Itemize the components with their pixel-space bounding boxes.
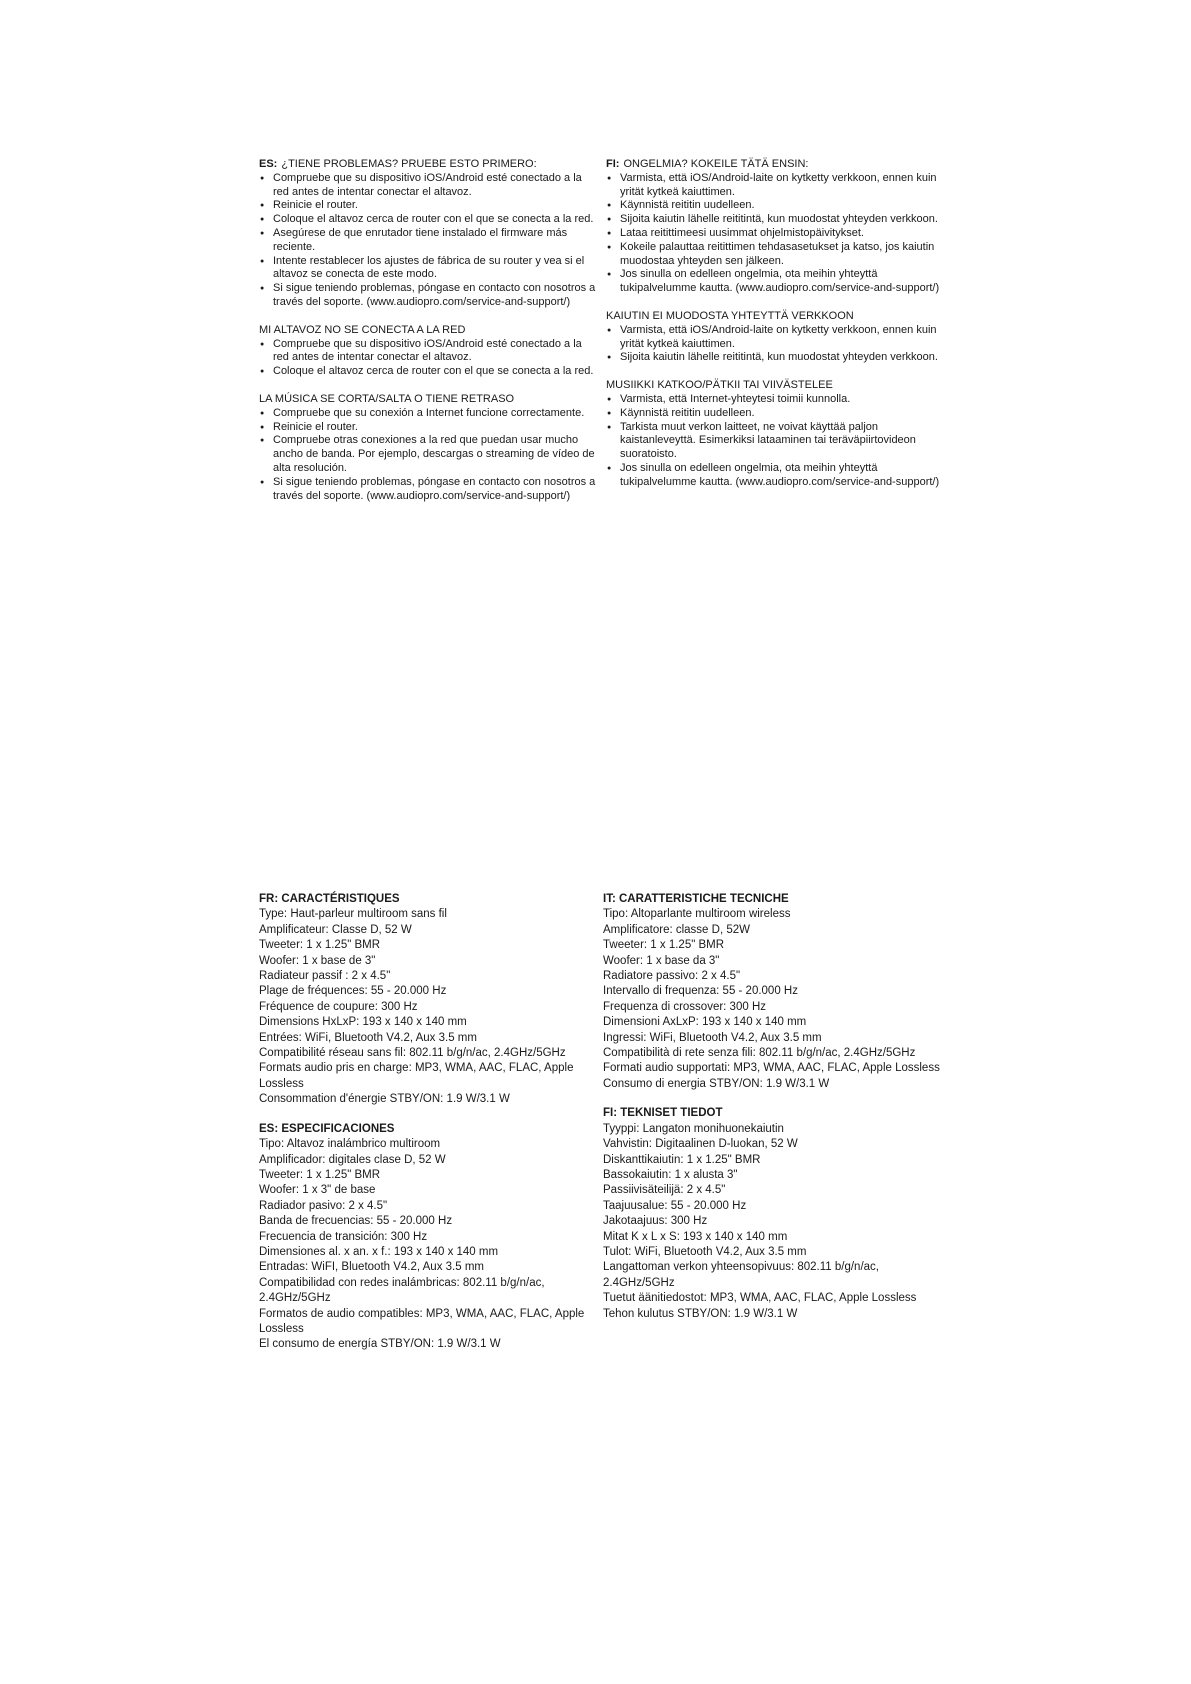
list-item: ● Asegúrese de que enrutador tiene instalado el firmware más reciente.	[259, 227, 599, 255]
spec-line: Passiivisäteilijä: 2 x 4.5"	[603, 1184, 726, 1197]
fi-troubleshooting-heading	[606, 158, 946, 172]
list-item: ● Si sigue teniendo problemas, póngase en contacto con nosotros a través del soporte. (www.audiopro.com/service-and-support/)	[259, 282, 599, 310]
specs-heading: FI: TEKNISET TIEDOT	[603, 1107, 723, 1120]
list-item: ● Reinicie el router.	[259, 421, 599, 435]
list-item: ● Compruebe que su conexión a Internet funcione correctamente.	[259, 407, 599, 421]
spec-line: Tulot: WiFi, Bluetooth V4.2, Aux 3.5 mm	[603, 1245, 807, 1258]
spec-line: Tweeter: 1 x 1.25" BMR	[603, 939, 725, 952]
spec-line: Formati audio supportati: MP3, WMA, AAC, FLAC, Apple Lossless	[603, 1062, 940, 1075]
troubleshooting-list	[606, 172, 946, 296]
spec-line: Amplificatore: classe D, 52W	[603, 923, 750, 936]
spec-line: Frequenza di crossover: 300 Hz	[603, 1000, 766, 1013]
spec-line: Amplificateur: Classe D, 52 W	[259, 923, 412, 936]
troubleshooting-list	[259, 407, 599, 504]
section-heading: MUSIIKKI KATKOO/PÄTKII TAI VIIVÄSTELEE	[606, 379, 833, 392]
list-item: ● Kokeile palauttaa reitittimen tehdasasetukset ja katso, jos kaiutin muodostaa yhteyden sen jälkeen.	[606, 241, 946, 269]
troubleshooting-title: ¿TIENE PROBLEMAS? PRUEBE ESTO PRIMERO:	[281, 158, 537, 170]
list-item: ● Coloque el altavoz cerca de router con el que se conecta a la red.	[259, 365, 599, 379]
spec-line: Banda de frecuencias: 55 - 20.000 Hz	[259, 1215, 453, 1228]
spec-line: Formatos de audio compatibles: MP3, WMA, AAC, FLAC, Apple Lossless	[259, 1307, 585, 1335]
spec-line: Tipo: Altoparlante multiroom wireless	[603, 908, 791, 921]
spec-line: Taajuusalue: 55 - 20.000 Hz	[603, 1199, 747, 1212]
specs-lines	[603, 1122, 943, 1322]
list-item: ● Compruebe otras conexiones a la red que puedan usar mucho ancho de banda. Por ejemplo, descargas o streaming de vídeo de alta resolución.	[259, 434, 599, 475]
specs-heading: IT: CARATTERISTICHE TECNICHE	[603, 893, 789, 905]
language-code: ES:	[259, 158, 278, 170]
spec-line: Langattoman verkon yhteensopivuus: 802.11 b/g/n/ac, 2.4GHz/5GHz	[603, 1261, 879, 1289]
es-specs	[259, 1122, 599, 1353]
list-item: ● Sijoita kaiutin lähelle reititintä, kun muodostat yhteyden verkkoon.	[606, 351, 946, 365]
spec-line: Tyyppi: Langaton monihuonekaiutin	[603, 1122, 784, 1135]
spec-line: Dimensioni AxLxP: 193 x 140 x 140 mm	[603, 1016, 807, 1029]
list-item: ● Jos sinulla on edelleen ongelmia, ota meihin yhteyttä tukipalvelumme kautta. (www.audiopro.com/service-and-support/)	[606, 268, 946, 296]
list-item: ● Coloque el altavoz cerca de router con el que se conecta a la red.	[259, 213, 599, 227]
spec-line: Amplificador: digitales clase D, 52 W	[259, 1153, 446, 1166]
spec-line: Consommation d'énergie STBY/ON: 1.9 W/3.1 W	[259, 1093, 510, 1106]
spec-line: Formats audio pris en charge: MP3, WMA, AAC, FLAC, Apple Lossless	[259, 1062, 574, 1090]
language-code: FI:	[606, 158, 620, 170]
list-item: ● Si sigue teniendo problemas, póngase en contacto con nosotros a través del soporte. (www.audiopro.com/service-and-support/)	[259, 476, 599, 504]
list-item: ● Intente restablecer los ajustes de fábrica de su router y vea si el altavoz se conecta de este modo.	[259, 255, 599, 283]
troubleshooting-list	[606, 324, 946, 365]
fi-troubleshooting	[606, 158, 946, 490]
spec-line: El consumo de energía STBY/ON: 1.9 W/3.1 W	[259, 1338, 501, 1351]
list-item: ● Varmista, että Internet-yhteytesi toimii kunnolla.	[606, 393, 946, 407]
spec-line: Radiador pasivo: 2 x 4.5"	[259, 1199, 388, 1212]
spec-line: Compatibilidad con redes inalámbricas: 802.11 b/g/n/ac, 2.4GHz/5GHz	[259, 1276, 545, 1305]
spec-line: Ingressi: WiFi, Bluetooth V4.2, Aux 3.5 mm	[603, 1031, 822, 1044]
spec-line: Tweeter: 1 x 1.25" BMR	[259, 939, 381, 952]
list-item: ● Sijoita kaiutin lähelle reititintä, kun muodostat yhteyden verkkoon.	[606, 213, 946, 227]
spec-line: Dimensiones al. x an. x f.: 193 x 140 x 140 mm	[259, 1245, 499, 1258]
troubleshooting-title: ONGELMIA? KOKEILE TÄTÄ ENSIN:	[623, 158, 809, 170]
spec-line: Bassokaiutin: 1 x alusta 3"	[603, 1168, 738, 1181]
spec-line: Woofer: 1 x 3" de base	[259, 1184, 376, 1197]
list-item: ● Jos sinulla on edelleen ongelmia, ota meihin yhteyttä tukipalvelumme kautta. (www.audiopro.com/service-and-support/)	[606, 462, 946, 490]
spec-line: Mitat K x L x S: 193 x 140 x 140 mm	[603, 1230, 788, 1243]
troubleshooting-list	[606, 393, 946, 490]
specs-lines	[259, 1137, 599, 1353]
specs-left-column	[259, 892, 599, 1353]
list-item: ● Compruebe que su dispositivo iOS/Android esté conectado a la red antes de intentar conectar el altavoz.	[259, 338, 599, 366]
list-item: ● Compruebe que su dispositivo iOS/Android esté conectado a la red antes de intentar conectar el altavoz.	[259, 172, 599, 200]
spec-line: Plage de fréquences: 55 - 20.000 Hz	[259, 985, 447, 998]
es-troubleshooting	[259, 158, 599, 503]
spec-line: Fréquence de coupure: 300 Hz	[259, 1000, 418, 1013]
spec-line: Radiatore passivo: 2 x 4.5"	[603, 970, 741, 983]
troubleshooting-list	[259, 338, 599, 379]
specs-lines	[603, 907, 943, 1092]
list-item: ● Käynnistä reititin uudelleen.	[606, 407, 946, 421]
spec-line: Tuetut äänitiedostot: MP3, WMA, AAC, FLAC, Apple Lossless	[603, 1292, 917, 1305]
spec-line: Tweeter: 1 x 1.25" BMR	[259, 1168, 381, 1181]
spec-line: Intervallo di frequenza: 55 - 20.000 Hz	[603, 985, 798, 998]
troubleshooting-list	[259, 172, 599, 310]
section-heading: LA MÚSICA SE CORTA/SALTA O TIENE RETRASO	[259, 392, 515, 405]
fi-specs	[603, 1106, 943, 1322]
es-troubleshooting-heading	[259, 158, 599, 172]
spec-line: Diskanttikaiutin: 1 x 1.25" BMR	[603, 1153, 761, 1166]
spec-line: Entrées: WiFi, Bluetooth V4.2, Aux 3.5 mm	[259, 1031, 477, 1044]
list-item: ● Tarkista muut verkon laitteet, ne voivat käyttää paljon kaistanleveyttä. Esimerkiksi lataaminen tai teräväpiirtovideon suoratoisto.	[606, 421, 946, 462]
spec-line: Woofer: 1 x base de 3"	[259, 954, 376, 967]
spec-line: Vahvistin: Digitaalinen D-luokan, 52 W	[603, 1138, 798, 1151]
spec-line: Frecuencia de transición: 300 Hz	[259, 1230, 428, 1243]
spec-line: Dimensions HxLxP: 193 x 140 x 140 mm	[259, 1016, 467, 1029]
list-item: ● Varmista, että iOS/Android-laite on kytketty verkkoon, ennen kuin yrität kytkeä kaiuttimen.	[606, 172, 946, 200]
specs-heading: ES: ESPECIFICACIONES	[259, 1122, 395, 1135]
spec-line: Compatibilità di rete senza fili: 802.11 b/g/n/ac, 2.4GHz/5GHz	[603, 1047, 916, 1060]
spec-line: Consumo di energia STBY/ON: 1.9 W/3.1 W	[603, 1077, 830, 1090]
spec-line: Tehon kulutus STBY/ON: 1.9 W/3.1 W	[603, 1307, 798, 1320]
list-item: ● Käynnistä reititin uudelleen.	[606, 199, 946, 213]
spec-line: Jakotaajuus: 300 Hz	[603, 1215, 708, 1228]
list-item: ● Lataa reitittimeesi uusimmat ohjelmistopäivitykset.	[606, 227, 946, 241]
spec-line: Entradas: WiFI, Bluetooth V4.2, Aux 3.5 mm	[259, 1261, 484, 1274]
section-heading: KAIUTIN EI MUODOSTA YHTEYTTÄ VERKKOON	[606, 309, 854, 322]
spec-line: Woofer: 1 x base da 3"	[603, 954, 720, 967]
specs-lines	[259, 907, 599, 1107]
section-heading: MI ALTAVOZ NO SE CONECTA A LA RED	[259, 323, 466, 336]
list-item: ● Varmista, että iOS/Android-laite on kytketty verkkoon, ennen kuin yrität kytkeä kaiuttimen.	[606, 324, 946, 352]
spec-line: Compatibilité réseau sans fil: 802.11 b/g/n/ac, 2.4GHz/5GHz	[259, 1047, 566, 1060]
spec-line: Type: Haut-parleur multiroom sans fil	[259, 908, 447, 921]
fr-specs	[259, 892, 599, 1108]
it-specs	[603, 892, 943, 1092]
spec-line: Tipo: Altavoz inalámbrico multiroom	[259, 1138, 441, 1151]
spec-line: Radiateur passif : 2 x 4.5"	[259, 970, 391, 983]
specs-heading: FR: CARACTÉRISTIQUES	[259, 893, 400, 905]
list-item: ● Reinicie el router.	[259, 199, 599, 213]
specs-right-column	[603, 892, 943, 1322]
